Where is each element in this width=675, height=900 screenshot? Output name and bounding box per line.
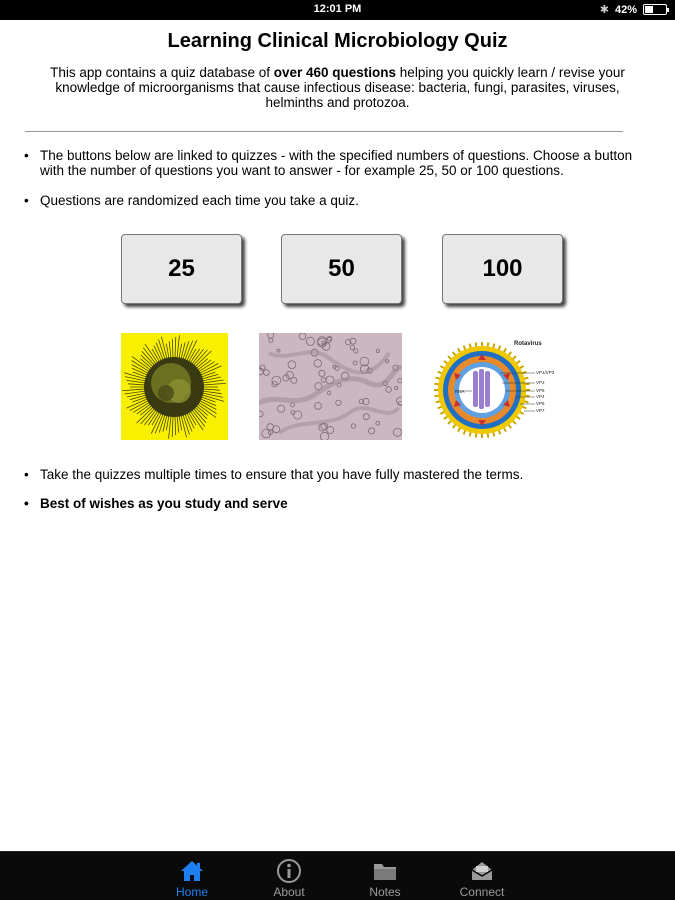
intro-highlight: over 460 questions [273,65,397,80]
intro-text [30,65,645,110]
bullet-item [24,467,645,482]
virus-label: VP6 [536,388,545,393]
page-title: Learning Clinical Microbiology Quiz [167,30,508,52]
virus-rna-label: RNA [455,389,465,394]
bullet-text: Questions are randomized each time you take a quiz. [40,193,359,208]
quiz-50-button[interactable]: 50 [281,234,402,304]
info-icon [275,858,303,884]
tab-label: About [273,885,305,899]
quiz-25-button[interactable]: 25 [121,234,242,304]
battery-percent: 42% [614,3,637,16]
microscope-image [259,333,402,440]
virus-label: VP7 [536,408,545,413]
fungus-illustration [121,333,228,440]
virus-label: VP4 [536,394,545,399]
rotavirus-image [430,333,570,440]
virus-label: VP2 [536,380,545,385]
bullet-dot: • [24,193,29,208]
battery-fill [645,6,653,13]
tab-notes[interactable] [340,852,430,900]
fungus-image [121,333,228,440]
status-time: 12:01 PM [313,3,362,15]
bullet-item [24,148,645,178]
tab-connect[interactable] [437,852,527,900]
bullet-dot: • [24,467,29,482]
bullet-dot: • [24,496,29,511]
tab-label: Notes [369,885,401,899]
bluetooth-icon: ✱ [599,4,609,16]
bullet-dot: • [24,148,29,163]
bullet-text: Take the quizzes multiple times to ensure that you have fully mastered the terms. [40,467,524,482]
bullet-text: Best of wishes as you study and serve [40,496,288,511]
divider [25,131,623,132]
status-bar [0,0,675,20]
home-icon [178,858,206,884]
battery-icon [643,4,667,15]
quiz-100-button[interactable]: 100 [442,234,563,304]
bullet-item [24,496,645,511]
microscope-illustration [259,333,402,440]
intro-after: helping you quickly learn / revise your knowledge of microorganisms that cause infectious disease: bacteria, fungi, parasites, viruses, helminths and protozoa. [55,65,625,110]
tab-bar [0,851,675,900]
tab-about[interactable] [244,852,334,900]
virus-label: VP1/VP3 [536,370,555,375]
intro-before: This app contains a quiz database of [50,65,274,80]
folder-icon [371,858,399,884]
bullet-text: The buttons below are linked to quizzes - with the specified numbers of questions. Choose a button with the number of questions you want to answer - for example 25, 50 or 100 questions. [40,148,633,178]
rotavirus-diagram [430,333,570,440]
envelope-icon [468,858,496,884]
tab-label: Home [175,885,208,899]
virus-label: VP6 [536,401,545,406]
tab-home[interactable] [147,852,237,900]
status-indicators [600,3,667,16]
rotavirus-title: Rotavirus [514,341,542,347]
bullet-item [24,193,645,208]
tab-label: Connect [459,885,505,899]
